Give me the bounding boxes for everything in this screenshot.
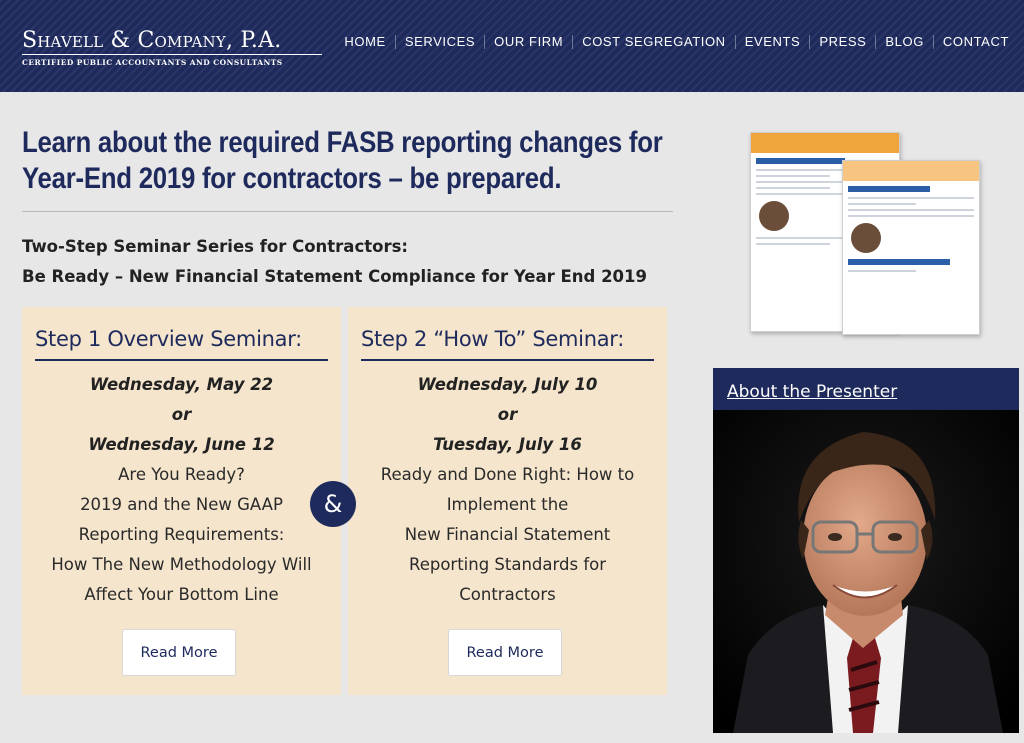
subheading-line-1: Two-Step Seminar Series for Contractors: (22, 237, 409, 256)
logo-name: Shavell & Company, P.A. (22, 28, 322, 55)
step2-desc-line: Contractors (459, 585, 556, 604)
flyer-text-line (848, 270, 916, 272)
step1-title: Step 1 Overview Seminar: (35, 327, 302, 351)
flyer-text-line (848, 197, 974, 199)
nav-events[interactable]: EVENTS (744, 34, 801, 49)
nav-contact[interactable]: CONTACT (942, 34, 1009, 49)
step1-desc-line: Are You Ready? (118, 465, 245, 484)
seminar-flyer-image-2[interactable] (842, 160, 980, 335)
nav-blog[interactable]: BLOG (885, 34, 924, 49)
nav-press[interactable]: PRESS (819, 34, 867, 49)
flyer-text-line (848, 203, 916, 205)
flyer-presenter-photo (759, 201, 789, 231)
flyer-text-line (848, 209, 974, 211)
step1-desc-line: How The New Methodology Will (51, 555, 312, 574)
page-headline: Learn about the required FASB reporting changes for Year-End 2019 for contractors – be prepared. (22, 126, 663, 195)
presenter-photo (713, 410, 1019, 733)
step1-desc-line: Affect Your Bottom Line (84, 585, 279, 604)
ampersand-badge: & (310, 481, 356, 527)
flyer-text-line (756, 175, 830, 177)
step2-read-more-button[interactable]: Read More (448, 629, 562, 676)
flyer-band (751, 133, 899, 153)
flyer-presenter-photo (851, 223, 881, 253)
step2-seminar-card (348, 307, 667, 695)
logo-tagline: CERTIFIED PUBLIC ACCOUNTANTS AND CONSULTANTS (22, 58, 283, 67)
about-presenter-link[interactable]: About the Presenter (727, 382, 898, 402)
step2-desc-line: Implement the (446, 495, 569, 514)
subheading-line-2: Be Ready – New Financial Statement Compliance for Year End 2019 (22, 267, 647, 286)
step1-or: or (171, 405, 192, 424)
step1-desc-line: 2019 and the New GAAP (80, 495, 283, 514)
flyer-band (843, 161, 979, 181)
step1-details (22, 370, 341, 610)
flyer-text-line (848, 215, 974, 217)
step2-date-2: Tuesday, July 16 (433, 435, 582, 454)
flyer-heading-bar (848, 186, 930, 192)
step2-title: Step 2 “How To” Seminar: (361, 327, 625, 351)
headline-divider (22, 211, 673, 212)
step1-title-underline (35, 359, 328, 361)
step1-read-more-button[interactable]: Read More (122, 629, 236, 676)
flyer-heading-bar (756, 158, 845, 164)
step2-or: or (497, 405, 518, 424)
step1-seminar-card (22, 307, 341, 695)
seminar-series-subheading (22, 232, 692, 292)
step2-desc-line: Reporting Standards for (408, 555, 607, 574)
nav-home[interactable]: HOME (344, 34, 386, 49)
nav-cost-segregation[interactable]: COST SEGREGATION (582, 34, 726, 49)
step2-details (348, 370, 667, 610)
site-header (0, 0, 1024, 92)
flyer-text-line (756, 187, 830, 189)
step1-date-2: Wednesday, June 12 (88, 435, 275, 454)
step2-title-underline (361, 359, 654, 361)
step2-desc-line: Ready and Done Right: How to (380, 465, 635, 484)
nav-our-firm[interactable]: OUR FIRM (494, 34, 564, 49)
nav-services[interactable]: SERVICES (404, 34, 476, 49)
about-presenter-panel (713, 368, 1019, 733)
main-nav (335, 34, 1018, 49)
flyer-footer-bar (848, 259, 950, 265)
company-logo[interactable] (22, 28, 322, 67)
step2-date-1: Wednesday, July 10 (417, 375, 598, 394)
step1-desc-line: Reporting Requirements: (78, 525, 285, 544)
step1-date-1: Wednesday, May 22 (89, 375, 274, 394)
step2-desc-line: New Financial Statement (404, 525, 611, 544)
flyer-text-line (756, 243, 830, 245)
presenter-portrait-icon (713, 410, 1019, 733)
